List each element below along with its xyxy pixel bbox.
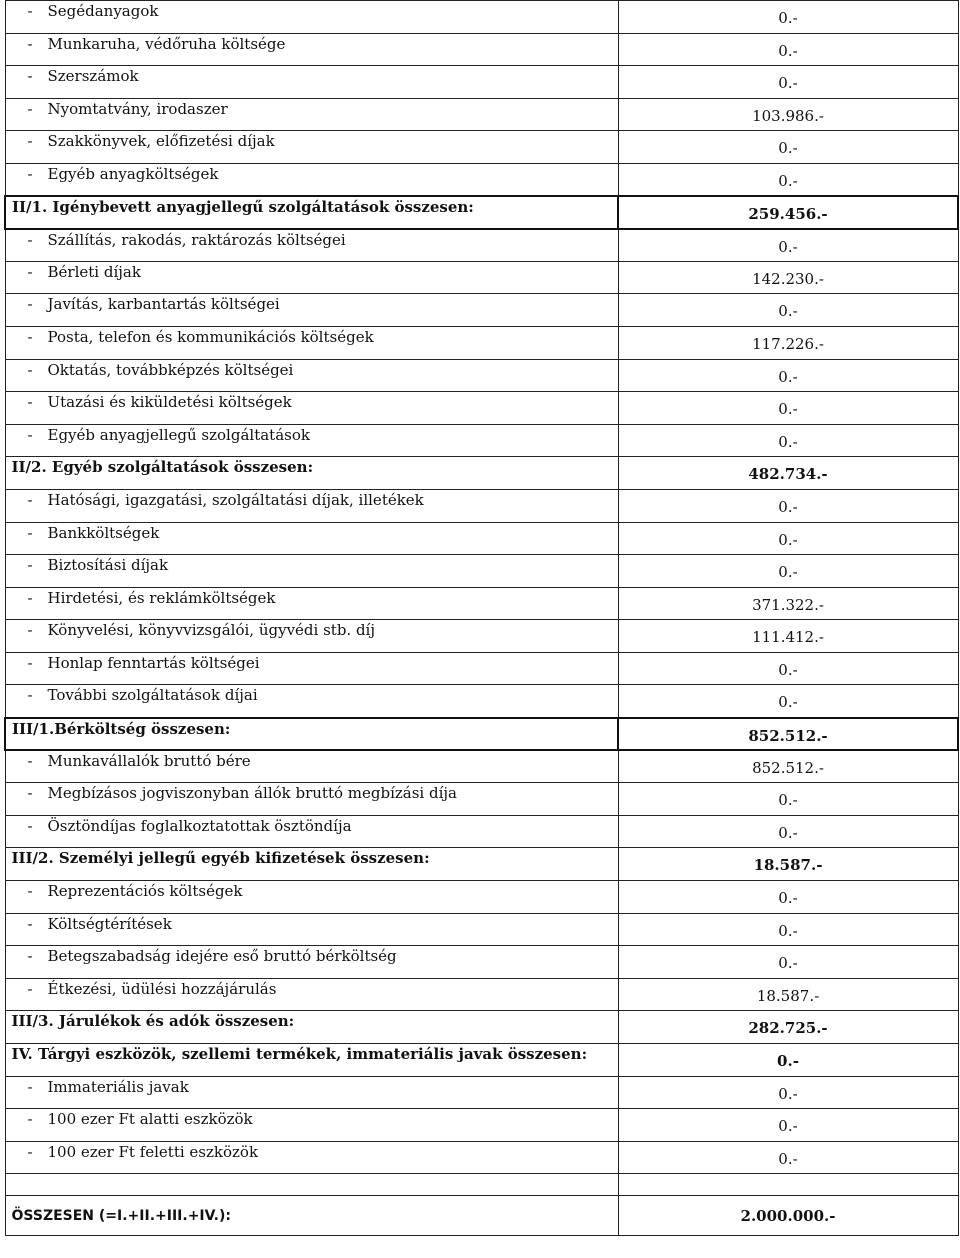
label-text: Szakkönyvek, előfizetési díjak — [47, 132, 275, 151]
label-text: Megbízásos jogviszonyban állók bruttó megbízási díja — [47, 784, 457, 803]
line-item-label — [5, 1076, 618, 1109]
label-text: Hirdetési, és reklámköltségek — [47, 588, 276, 607]
line-item-label — [5, 587, 618, 620]
section-label — [5, 457, 618, 490]
line-item-label — [5, 1, 618, 34]
line-item-value: 371.322.- — [618, 587, 958, 620]
line-item-row — [5, 98, 958, 131]
line-item-value: 0.- — [618, 424, 958, 457]
dash-bullet: - — [27, 99, 33, 118]
line-item-row — [5, 163, 958, 196]
section-value: 482.734.- — [618, 457, 958, 490]
label-text: Utazási és kiküldetési költségek — [47, 393, 292, 412]
line-item-row — [5, 587, 958, 620]
dash-bullet: - — [27, 34, 33, 53]
label-text: Oktatás, továbbképzés költségei — [47, 360, 294, 379]
line-item-row — [5, 522, 958, 555]
line-item-value: 0.- — [618, 1076, 958, 1109]
section-total-row — [5, 196, 958, 229]
label-text: Munkaruha, védőruha költsége — [47, 34, 286, 53]
section-value: 259.456.- — [618, 196, 958, 229]
line-item-row — [5, 750, 958, 783]
line-item-row — [5, 815, 958, 848]
line-item-label — [5, 33, 618, 66]
dash-bullet: - — [27, 784, 33, 803]
dash-bullet: - — [27, 588, 33, 607]
dash-bullet: - — [27, 2, 33, 20]
dash-bullet: - — [27, 621, 33, 640]
line-item-value: 0.- — [618, 783, 958, 816]
line-item-value: 0.- — [618, 131, 958, 164]
dash-bullet: - — [27, 1077, 33, 1096]
line-item-row — [5, 229, 958, 262]
label-text: Posta, telefon és kommunikációs költségek — [47, 327, 374, 346]
dash-bullet: - — [27, 1110, 33, 1129]
line-item-label — [5, 815, 618, 848]
line-item-label — [5, 424, 618, 457]
section-label — [5, 718, 618, 751]
line-item-value: 0.- — [618, 652, 958, 685]
line-item-row — [5, 685, 958, 718]
label-text: További szolgáltatások díjai — [47, 686, 258, 705]
cost-table-footer — [5, 1174, 958, 1236]
line-item-label — [5, 652, 618, 685]
line-item-label — [5, 326, 618, 359]
line-item-label — [5, 1109, 618, 1142]
line-item-row — [5, 359, 958, 392]
dash-bullet: - — [27, 262, 33, 281]
line-item-row — [5, 326, 958, 359]
section-total-row — [5, 457, 958, 490]
line-item-value: 0.- — [618, 522, 958, 555]
cost-table-body — [5, 1, 958, 1174]
dash-bullet: - — [27, 132, 33, 151]
section-label — [5, 1044, 618, 1077]
line-item-value: 0.- — [618, 392, 958, 425]
line-item-label — [5, 946, 618, 979]
line-item-row — [5, 1109, 958, 1142]
line-item-value: 0.- — [618, 685, 958, 718]
line-item-row — [5, 652, 958, 685]
line-item-label — [5, 1141, 618, 1174]
section-label — [5, 196, 618, 229]
label-text: III/2. Személyi jellegű egyéb kifizetések összesen: — [11, 849, 430, 868]
line-item-value: 117.226.- — [618, 326, 958, 359]
line-item-row — [5, 913, 958, 946]
line-item-label — [5, 131, 618, 164]
line-item-value: 0.- — [618, 913, 958, 946]
line-item-value: 0.- — [618, 229, 958, 262]
line-item-label — [5, 978, 618, 1011]
section-label — [5, 848, 618, 881]
section-value: 852.512.- — [618, 718, 958, 751]
section-value: 282.725.- — [618, 1011, 958, 1044]
dash-bullet: - — [27, 327, 33, 346]
line-item-label — [5, 555, 618, 588]
line-item-row — [5, 33, 958, 66]
line-item-value: 0.- — [618, 359, 958, 392]
line-item-value: 0.- — [618, 946, 958, 979]
label-text: Bérleti díjak — [47, 262, 141, 281]
dash-bullet: - — [27, 686, 33, 705]
line-item-label — [5, 261, 618, 294]
line-item-row — [5, 1, 958, 34]
line-item-value: 103.986.- — [618, 98, 958, 131]
dash-bullet: - — [27, 490, 33, 509]
label-text: Munkavállalók bruttó bére — [47, 752, 251, 771]
line-item-value: 0.- — [618, 1109, 958, 1142]
label-text: Egyéb anyagjellegű szolgáltatások — [47, 425, 310, 444]
cost-table — [4, 0, 959, 1236]
line-item-label — [5, 294, 618, 327]
label-text: III/3. Járulékok és adók összesen: — [11, 1012, 295, 1031]
line-item-value: 142.230.- — [618, 261, 958, 294]
line-item-value: 0.- — [618, 489, 958, 522]
line-item-value: 0.- — [618, 33, 958, 66]
line-item-label — [5, 620, 618, 653]
label-text: IV. Tárgyi eszközök, szellemi termékek, immateriális javak összesen: — [11, 1045, 588, 1063]
line-item-label — [5, 750, 618, 783]
label-text: 100 ezer Ft alatti eszközök — [47, 1110, 253, 1129]
line-item-row — [5, 881, 958, 914]
line-item-label — [5, 98, 618, 131]
section-label — [5, 1011, 618, 1044]
label-text: Szállítás, rakodás, raktározás költségei — [47, 230, 346, 249]
line-item-row — [5, 424, 958, 457]
line-item-label — [5, 522, 618, 555]
label-text: Ösztöndíjas foglalkoztatottak ösztöndíja — [47, 816, 352, 835]
line-item-value: 111.412.- — [618, 620, 958, 653]
label-text: 100 ezer Ft feletti eszközök — [47, 1142, 259, 1161]
dash-bullet: - — [27, 67, 33, 86]
line-item-label — [5, 392, 618, 425]
section-total-row — [5, 718, 958, 751]
total-value: 2.000.000.- — [618, 1196, 958, 1236]
label-text: Biztosítási díjak — [47, 556, 169, 575]
label-text: II/2. Egyéb szolgáltatások összesen: — [11, 458, 314, 477]
line-item-label — [5, 163, 618, 196]
label-text: Egyéb anyagköltségek — [47, 164, 219, 183]
dash-bullet: - — [27, 360, 33, 379]
section-total-row — [5, 848, 958, 881]
dash-bullet: - — [27, 979, 33, 998]
total-label: ÖSSZESEN (=I.+II.+III.+IV.): — [5, 1196, 618, 1236]
label-text: Könyvelési, könyvvizsgálói, ügyvédi stb. díj — [47, 621, 376, 640]
line-item-label — [5, 229, 618, 262]
label-text: Bankköltségek — [47, 523, 160, 542]
line-item-row — [5, 131, 958, 164]
line-item-row — [5, 261, 958, 294]
dash-bullet: - — [27, 230, 33, 249]
dash-bullet: - — [27, 816, 33, 835]
label-text: Betegszabadság idejére eső bruttó bérköltség — [47, 947, 397, 966]
section-total-row — [5, 1044, 958, 1077]
line-item-label — [5, 66, 618, 99]
line-item-label — [5, 913, 618, 946]
line-item-value: 852.512.- — [618, 750, 958, 783]
line-item-value: 0.- — [618, 815, 958, 848]
label-text: Reprezentációs költségek — [47, 882, 243, 901]
label-text: Honlap fenntartás költségei — [47, 653, 260, 672]
line-item-value: 0.- — [618, 1, 958, 34]
line-item-row — [5, 783, 958, 816]
line-item-label — [5, 489, 618, 522]
label-text: Szerszámok — [47, 67, 139, 86]
dash-bullet: - — [27, 164, 33, 183]
line-item-row — [5, 555, 958, 588]
label-text: Javítás, karbantartás költségei — [47, 295, 280, 314]
dash-bullet: - — [27, 752, 33, 771]
dash-bullet: - — [27, 523, 33, 542]
section-value: 0.- — [618, 1044, 958, 1077]
line-item-row — [5, 294, 958, 327]
line-item-row — [5, 946, 958, 979]
total-row — [5, 1196, 958, 1236]
dash-bullet: - — [27, 425, 33, 444]
label-text: Nyomtatvány, irodaszer — [47, 99, 228, 118]
dash-bullet: - — [27, 1142, 33, 1161]
label-text: Segédanyagok — [47, 2, 159, 20]
dash-bullet: - — [27, 556, 33, 575]
line-item-value: 0.- — [618, 1141, 958, 1174]
label-text: III/1.Bérköltség összesen: — [12, 719, 231, 738]
line-item-value: 18.587.- — [618, 978, 958, 1011]
section-value: 18.587.- — [618, 848, 958, 881]
dash-bullet: - — [27, 947, 33, 966]
line-item-row — [5, 66, 958, 99]
label-text: Költségtérítések — [47, 914, 172, 933]
line-item-label — [5, 783, 618, 816]
section-total-row — [5, 1011, 958, 1044]
line-item-row — [5, 1076, 958, 1109]
label-text: Étkezési, üdülési hozzájárulás — [47, 979, 277, 998]
line-item-value: 0.- — [618, 163, 958, 196]
line-item-value: 0.- — [618, 881, 958, 914]
line-item-label — [5, 359, 618, 392]
label-text: II/1. Igénybevett anyagjellegű szolgáltatások összesen: — [12, 198, 474, 217]
line-item-row — [5, 489, 958, 522]
line-item-label — [5, 685, 618, 718]
dash-bullet: - — [27, 295, 33, 314]
line-item-value: 0.- — [618, 555, 958, 588]
label-text: Hatósági, igazgatási, szolgáltatási díjak, illetékek — [47, 490, 424, 509]
spacer-row — [5, 1174, 958, 1196]
line-item-row — [5, 620, 958, 653]
line-item-row — [5, 1141, 958, 1174]
line-item-row — [5, 978, 958, 1011]
dash-bullet: - — [27, 914, 33, 933]
dash-bullet: - — [27, 393, 33, 412]
label-text: Immateriális javak — [47, 1077, 189, 1096]
line-item-row — [5, 392, 958, 425]
dash-bullet: - — [27, 653, 33, 672]
line-item-value: 0.- — [618, 66, 958, 99]
dash-bullet: - — [27, 882, 33, 901]
line-item-label — [5, 881, 618, 914]
line-item-value: 0.- — [618, 294, 958, 327]
